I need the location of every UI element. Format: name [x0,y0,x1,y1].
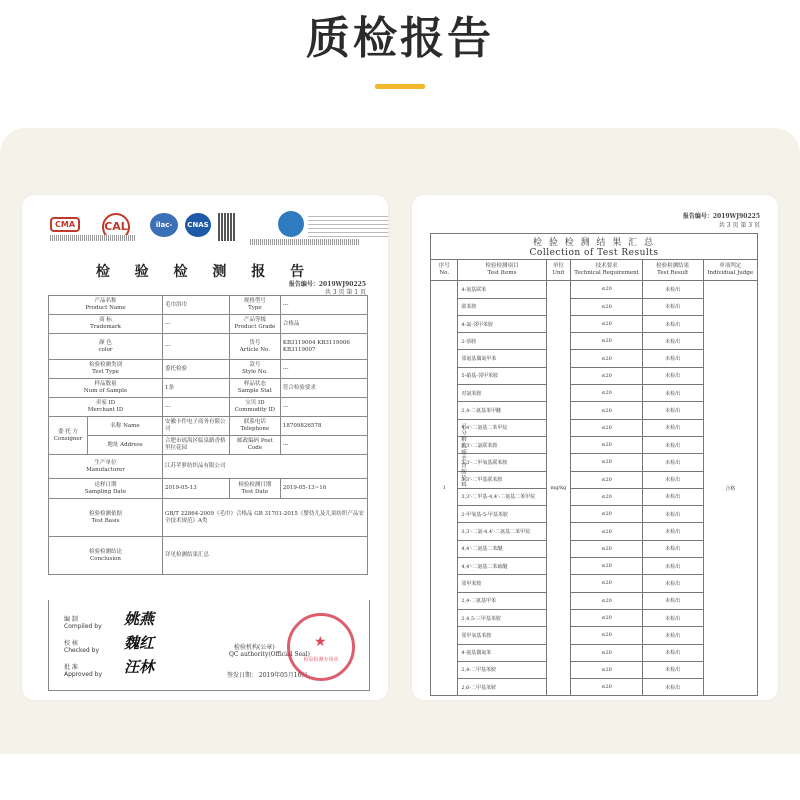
requirement-cell: ≤20 [571,558,643,575]
field-label: 地址 Address [88,436,163,455]
field-label: 检验检测结论 Conclusion [49,537,163,575]
field-label: 样品状态 Sample Stat [229,379,280,398]
page-indicator: 共 3 页 第 1 页 [324,289,366,296]
field-value: --- [280,296,367,315]
requirement-cell: ≤20 [571,419,643,436]
result-cell: 未检出 [642,523,703,540]
field-label: 商 标 Trademark [49,315,163,334]
test-item-name: 邻甲苯胺 [458,575,546,592]
result-cell: 未检出 [642,540,703,557]
manufacturer-value: 江苏苹萝纺织品有限公司 [163,455,368,479]
test-item-name: 4,4'-二氨基二苯硫醚 [458,558,546,575]
requirement-cell: ≤20 [571,315,643,332]
institution-caption-lines [250,239,360,245]
requirement-cell: ≤20 [571,627,643,644]
consigner-telephone: 18709826578 [280,417,367,436]
result-cell: 未检出 [642,679,703,696]
info-row [49,334,368,360]
result-cell: 未检出 [642,506,703,523]
field-label: 检验检测依据 Test Basis [49,499,163,537]
official-seal-stamp: ★ 检验检测专用章 [287,613,355,681]
result-cell: 未检出 [642,385,703,402]
test-item-name: 联苯胺 [458,298,546,315]
requirement-cell: ≤20 [571,488,643,505]
result-cell: 未检出 [642,592,703,609]
checked-by-label: 校 核 Checked by [64,640,100,654]
institution-info-block [308,215,388,237]
field-label: 检验检测日期 Test Date [229,479,280,499]
result-cell: 未检出 [642,350,703,367]
report-info-table [48,295,368,575]
field-label: 宝贝 ID Commodity ID [229,398,280,417]
field-label: 款号 Style No. [229,360,280,379]
field-value: --- [163,398,230,417]
requirement-cell: ≤20 [571,609,643,626]
consigner-postcode: --- [280,436,367,455]
column-header: 单项判定 Individual Judge [703,260,758,281]
requirement-cell: ≤20 [571,367,643,384]
unit-cell: mg/kg [546,281,571,696]
results-table-title: 检 验 检 测 结 果 汇 总 Collection of Test Results [431,234,758,260]
requirement-cell: ≤20 [571,679,643,696]
result-cell: 未检出 [642,558,703,575]
basis-row [49,499,368,537]
requirement-cell: ≤20 [571,506,643,523]
consigner-row [49,417,368,436]
result-cell: 未检出 [642,436,703,453]
column-header: 检验检测项目 Test Items [458,260,546,281]
column-header: 检验检测结果 Test Result [642,260,703,281]
requirement-cell: ≤20 [571,454,643,471]
requirement-cell: ≤20 [571,436,643,453]
field-label: 货号 Article No. [229,334,280,360]
field-value: KB3119004 KB3119006 KB3119007 [280,334,367,360]
result-cell: 未检出 [642,281,703,298]
dates-row [49,479,368,499]
result-cell: 未检出 [642,333,703,350]
test-item-name: 3,3'-二氯-4,4'-二氨基二苯甲烷 [458,523,546,540]
requirement-cell: ≤20 [571,644,643,661]
test-item-name: 2-甲氧基-5-甲基苯胺 [458,506,546,523]
requirement-cell: ≤20 [571,540,643,557]
test-item-name: 4-氨基联苯 [458,281,546,298]
field-value: 毛巾浴巾 [163,296,230,315]
table-row [431,281,758,298]
checked-signature: 魏红 [124,634,155,652]
requirement-cell: ≤20 [571,523,643,540]
result-cell: 未检出 [642,609,703,626]
requirement-cell: ≤20 [571,281,643,298]
compiled-by-label: 编 制 Compiled by [64,616,102,630]
field-label: 卖家 ID Merchant ID [49,398,163,417]
inspection-report-card [22,195,388,700]
result-cell: 未检出 [642,661,703,678]
page-indicator: 共 3 页 第 3 页 [718,222,760,229]
test-item-name: 对氯苯胺 [458,385,546,402]
sampling-date: 2019-05-13 [163,479,230,499]
ilac-mra-logo: ilac-MRA [150,213,178,237]
requirement-cell: ≤20 [571,661,643,678]
logo-caption-lines [88,235,136,241]
result-cell: 未检出 [642,471,703,488]
qr-code-icon [218,213,236,241]
requirement-cell: ≤20 [571,333,643,350]
title-accent-bar [375,84,425,89]
field-value: 合格品 [280,315,367,334]
result-cell: 未检出 [642,315,703,332]
test-item-name: 3,3'-二甲基-4,4'-二氨基二苯甲烷 [458,488,546,505]
consigner-address: 合肥市瑶海区临泉路香格里拉花园 [163,436,230,455]
test-date: 2019-05-13~16 [280,479,367,499]
test-basis-value: GB/T 22864-2009《毛巾》合格品 GB 31701-2015《婴幼儿及儿童纺织产品安全技术规范》A类 [163,499,368,537]
info-row [49,379,368,398]
test-item-name: 3,3'-二甲氧基联苯胺 [458,454,546,471]
group-label: 可分解致癌芳香胺染料 [460,423,466,488]
test-item-name: 2,4,5-三甲基苯胺 [458,609,546,626]
field-label: 规格型号 Type [229,296,280,315]
institution-badge-icon [278,211,304,237]
field-value: --- [163,315,230,334]
test-results-table [430,233,758,696]
result-cell: 未检出 [642,419,703,436]
info-row [49,296,368,315]
column-header: 单位 Unit [546,260,571,281]
requirement-cell: ≤20 [571,575,643,592]
field-label: 邮政编码 Post Code [229,436,280,455]
test-item-name: 2-萘胺 [458,333,546,350]
cma-logo: CMA [50,217,80,232]
cnas-logo: CNAS [185,213,211,237]
test-item-name: 2,4-二甲基苯胺 [458,661,546,678]
field-value: 委托检验 [163,360,230,379]
column-header: 序号 No. [431,260,458,281]
field-label: 颜 色 color [49,334,163,360]
consigner-label: 委 托 方 Consigner [49,417,88,455]
result-cell: 未检出 [642,298,703,315]
result-cell: 未检出 [642,644,703,661]
cal-logo: CAL [102,213,130,241]
test-item-name: 邻甲氧基苯胺 [458,627,546,644]
test-item-name: 4-氨基偶氮苯 [458,644,546,661]
authority-label-en: QC authority(Official Seal) [229,651,310,658]
field-label: 联系电话 Telephone [229,417,280,436]
result-cell: 未检出 [642,402,703,419]
field-value: --- [280,360,367,379]
column-header: 技术要求 Technical Requirement [571,260,643,281]
issue-date: 签发日期： 2019年05月16日 [227,672,308,679]
approved-by-label: 批 准 Approved by [64,664,103,678]
field-label: 产品名称 Product Name [49,296,163,315]
test-item-name: 邻氨基偶氮甲苯 [458,350,546,367]
field-value: 1条 [163,379,230,398]
approved-signature: 汪林 [124,658,155,676]
info-row [49,360,368,379]
report-number: 报告编号：2019WJ90225 [682,213,760,220]
field-label: 生产单位 Manufacturer [49,455,163,479]
report-title: 检 验 检 测 报 告 [95,264,315,280]
result-cell: 未检出 [642,367,703,384]
judge-cell: 合格 [703,281,758,696]
group-number: 1 [431,281,458,696]
manufacturer-row [49,455,368,479]
test-item-name: 4,4'-二氨基二苯甲烷 [458,419,546,436]
compiled-signature: 姚燕 [124,610,155,628]
test-item-name: 3,3'-二甲基联苯胺 [458,471,546,488]
consigner-name: 安徽卡件电子商务有限公司 [163,417,230,436]
page-title: 质检报告 [306,13,494,64]
result-cell: 未检出 [642,627,703,644]
report-number: 报告编号：2019WJ90225 [288,281,366,288]
test-item-name: 2,4-二氨基甲苯 [458,592,546,609]
test-item-name: 2,6-二甲基苯胺 [458,679,546,696]
requirement-cell: ≤20 [571,592,643,609]
field-value: 符合检验要求 [280,379,367,398]
requirement-cell: ≤20 [571,402,643,419]
test-item-name: 5-硝基-邻甲苯胺 [458,367,546,384]
test-item-name: 4-氯-邻甲苯胺 [458,315,546,332]
result-cell: 未检出 [642,454,703,471]
field-label: 产品等级 Product Grade [229,315,280,334]
test-item-name: 3,3'-二氯联苯胺 [458,436,546,453]
authority-label: 检验机构(公章) [234,644,275,651]
field-value: --- [163,334,230,360]
info-row [49,315,368,334]
result-cell: 未检出 [642,575,703,592]
conclusion-row [49,537,368,575]
test-item-name: 4,4'-二氨基二苯醚 [458,540,546,557]
field-label: 样品数量 Num of Sample [49,379,163,398]
field-value: --- [280,398,367,417]
result-cell: 未检出 [642,488,703,505]
requirement-cell: ≤20 [571,385,643,402]
conclusion-value: 详见检测结果汇总 [163,537,368,575]
requirement-cell: ≤20 [571,471,643,488]
field-label: 检验检测类别 Test Type [49,360,163,379]
test-results-card [412,195,778,700]
requirement-cell: ≤20 [571,350,643,367]
seal-star-icon: ★ [314,634,327,650]
field-label: 送样日期 Sampling Date [49,479,163,499]
test-item-name: 2,4-二氨基苯甲醚 [458,402,546,419]
consigner-row [49,436,368,455]
info-row [49,398,368,417]
requirement-cell: ≤20 [571,298,643,315]
field-label: 名称 Name [88,417,163,436]
